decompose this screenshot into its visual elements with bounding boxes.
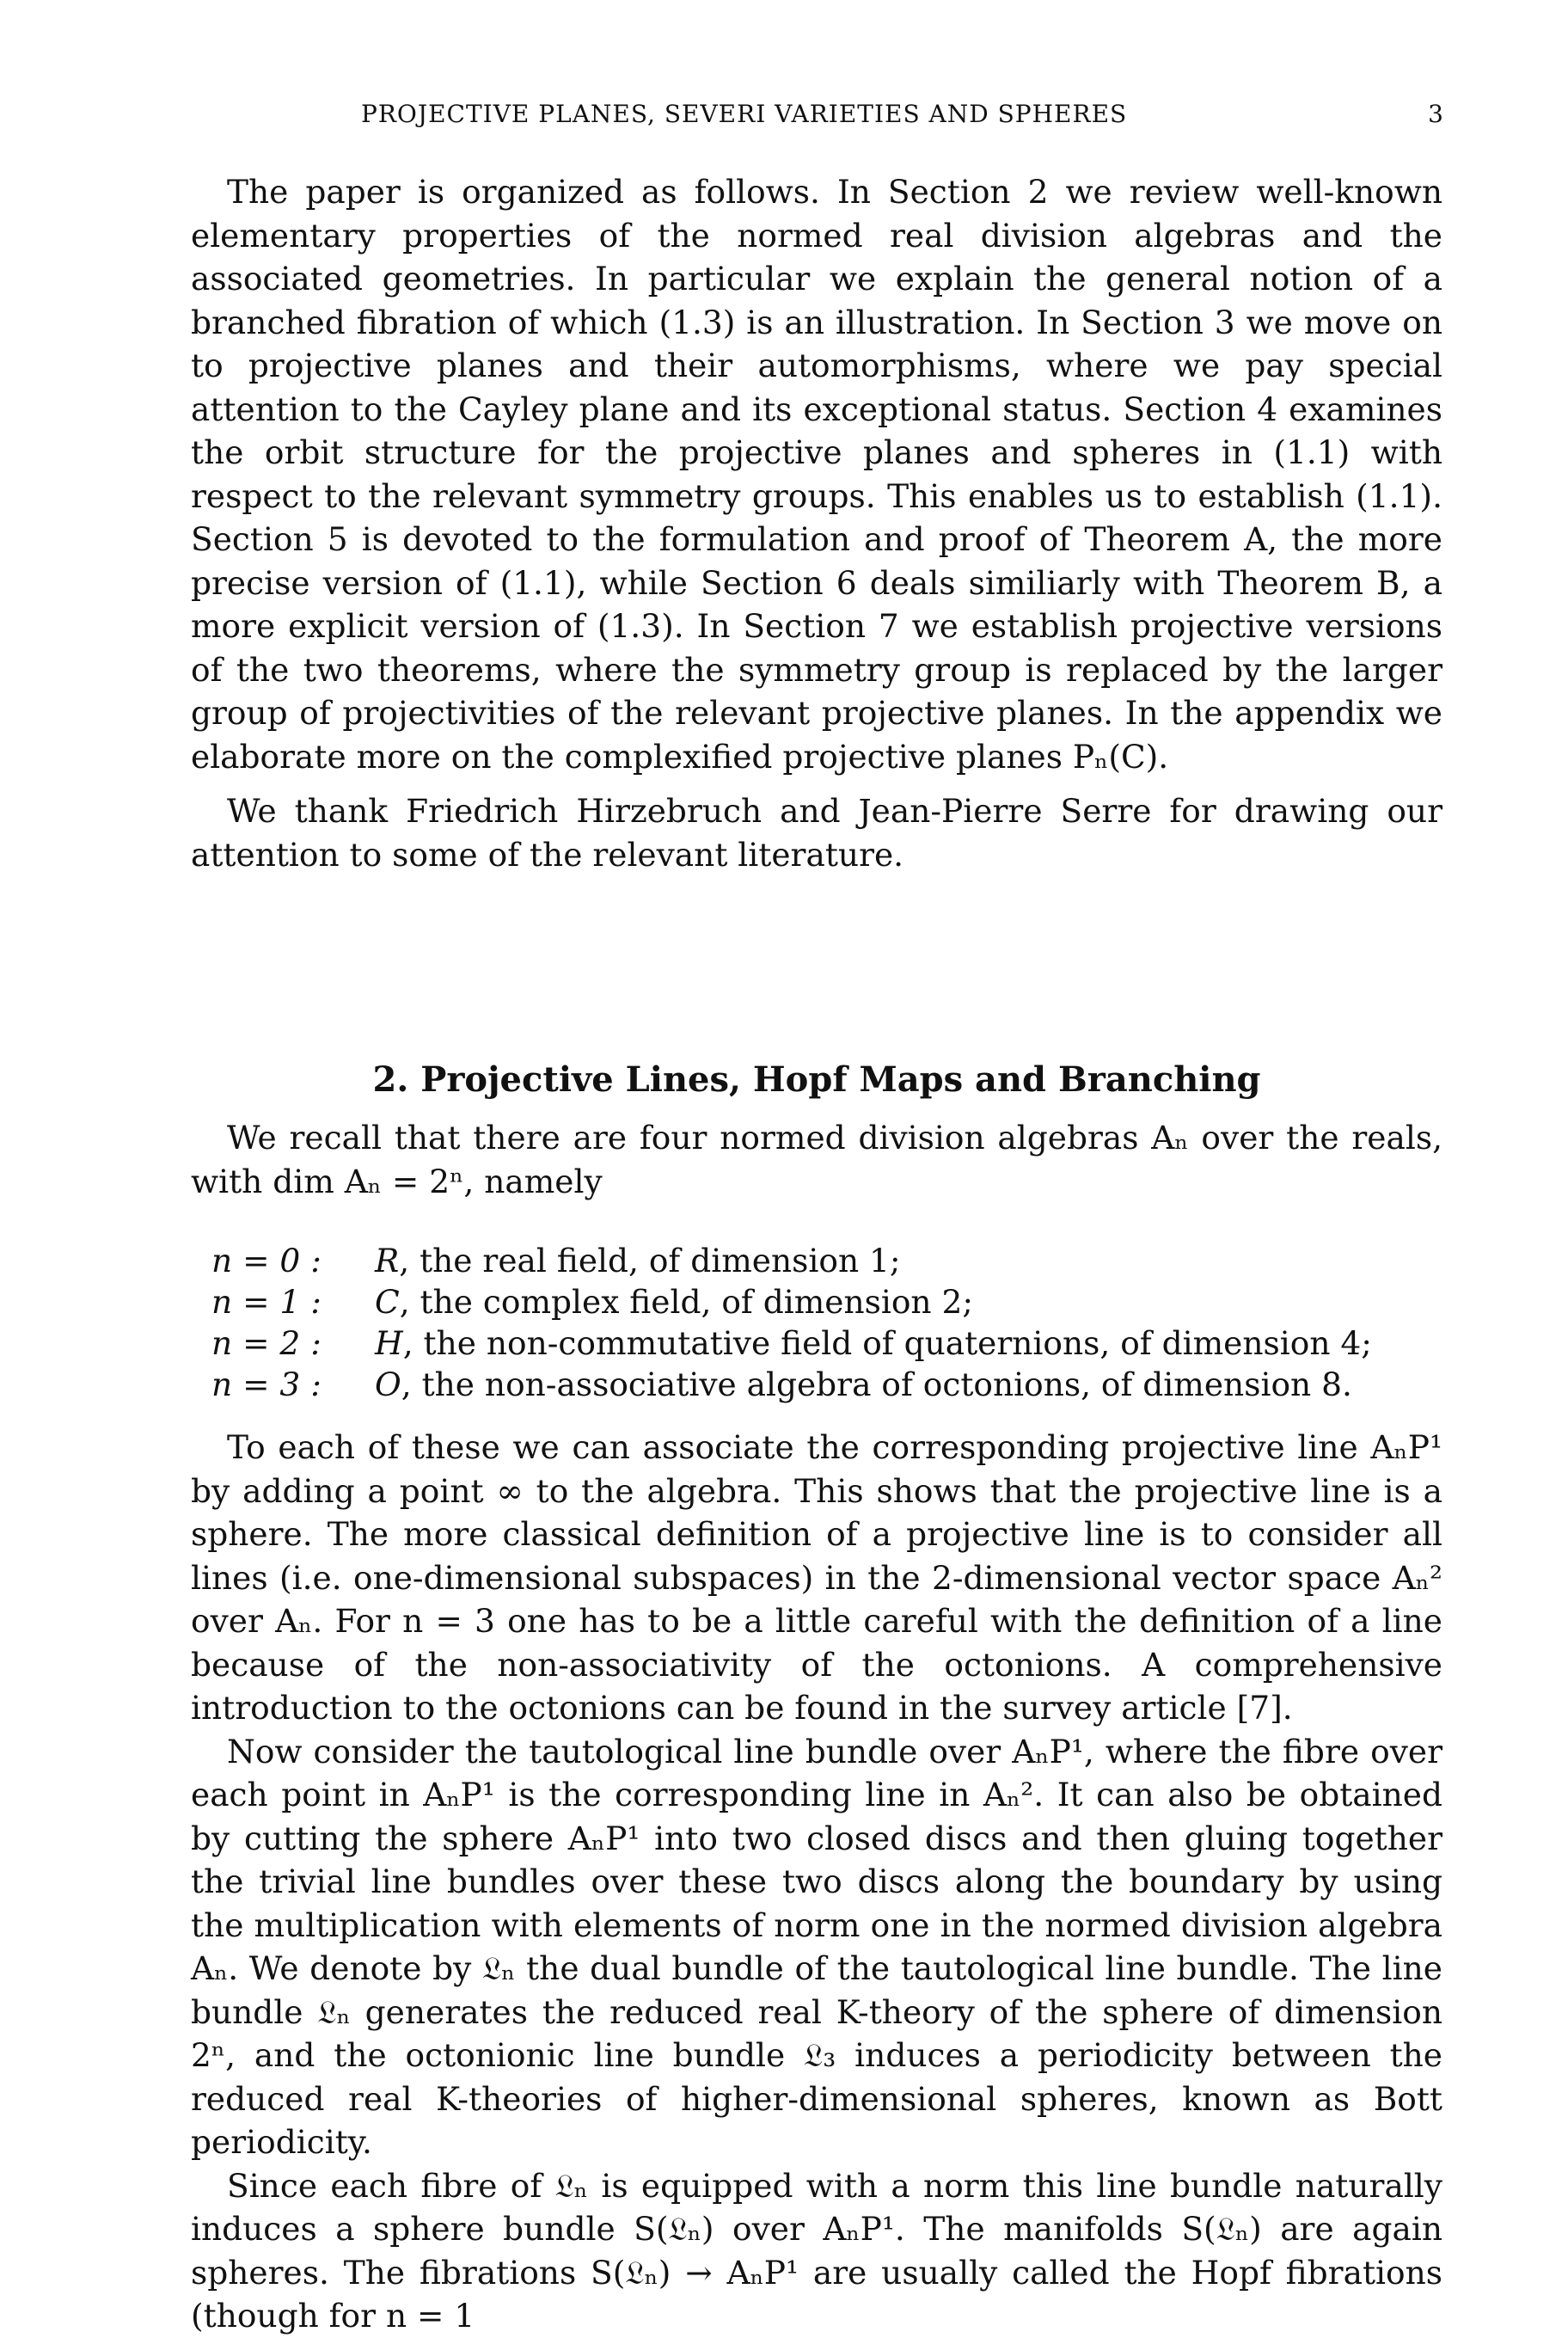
tautological-bundle-paragraph: Now consider the tautological line bundle over AₙP¹, where the fibre over each point in AₙP¹ is the corresponding line in Aₙ². It can also be obtained by cutting the sphere AₙP¹ into two closed discs and then gluing together the trivial line bundles over these two discs along the boundary by using the multiplication with elements of norm one in the normed division algebra Aₙ. We denote by 𝔏ₙ the dual bundle of the tautological line bundle. The line bundle 𝔏ₙ generates the reduced real K-theory of the sphere of dimension 2ⁿ, and the octonionic line bundle 𝔏₃ induces a periodicity between the reduced real K-theories of higher-dimensional spheres, known as Bott periodicity. <box>191 1732 1442 2161</box>
algebra-list <box>211 1240 1372 1405</box>
paper-organization-paragraph: The paper is organized as follows. In Section 2 we review well-known elementary properties of the normed real division algebras and the associated geometries. In particular we explain the general notion of a branched fibration of which (1.3) is an illustration. In Section 3 we move on to projective planes and their automorphisms, where we pay special attention to the Cayley plane and its exceptional status. Section 4 examines the orbit structure for the projective planes and spheres in (1.1) with respect to the relevant symmetry groups. This enables us to establish (1.1). Section 5 is devoted to the formulation and proof of Theorem A, the more precise version of (1.1), while Section 6 deals similiarly with Theorem B, a more explicit version of (1.3). In Section 7 we establish projective versions of the two theorems, where the symmetry group is replaced by the larger group of projectivities of the relevant projective planes. In the appendix we elaborate more on the complexified projective planes Pₙ(C). <box>191 173 1442 776</box>
algebra-symbol: O <box>375 1365 401 1403</box>
algebra-symbol: H <box>375 1324 403 1362</box>
algebra-symbol: C <box>375 1283 400 1321</box>
algebra-description: , the non-commutative field of quaternions, of dimension 4; <box>402 1324 1372 1362</box>
list-item <box>211 1281 1372 1322</box>
section-number: 2. <box>372 1059 409 1100</box>
page-number: 3 <box>1428 100 1444 128</box>
list-index: n = 1 : <box>211 1283 322 1321</box>
division-algebras-intro: We recall that there are four normed division algebras Aₙ over the reals, with dim Aₙ = 2ⁿ, namely <box>191 1119 1442 1200</box>
intro-section <box>191 170 1442 778</box>
list-index: n = 2 : <box>211 1324 322 1362</box>
section-intro <box>191 1116 1442 1203</box>
section-title: Projective Lines, Hopf Maps and Branching <box>420 1059 1261 1100</box>
projective-line-paragraph: To each of these we can associate the corresponding projective line AₙP¹ by adding a point ∞ to the algebra. This shows that the projective line is a sphere. The more classical definition of a projective line is to consider all lines (i.e. one-dimensional subspaces) in the 2-dimensional vector space Aₙ² over Aₙ. For n = 3 one has to be a little careful with the definition of a line because of the non-associativity of the octonions. A comprehensive introduction to the octonions can be found in the survey article [7]. <box>191 1428 1442 1727</box>
body-section <box>191 1426 1442 2338</box>
acknowledgment-section <box>191 789 1442 876</box>
algebra-description: , the non-associative algebra of octonions, of dimension 8. <box>401 1365 1352 1403</box>
acknowledgment-paragraph: We thank Friedrich Hirzebruch and Jean-Pierre Serre for drawing our attention to some of the relevant literature. <box>191 792 1442 874</box>
algebra-description: , the real field, of dimension 1; <box>399 1242 901 1279</box>
running-title: PROJECTIVE PLANES, SEVERI VARIETIES AND SPHERES <box>361 100 1128 128</box>
list-item <box>211 1322 1372 1364</box>
list-item <box>211 1240 1372 1281</box>
list-index: n = 0 : <box>211 1242 322 1279</box>
list-item <box>211 1364 1372 1405</box>
algebra-symbol: R <box>375 1242 400 1279</box>
list-index: n = 3 : <box>211 1365 322 1403</box>
algebra-description: , the complex field, of dimension 2; <box>399 1283 973 1321</box>
section-heading <box>191 1059 1442 1100</box>
hopf-fibration-paragraph: Since each fibre of 𝔏ₙ is equipped with a norm this line bundle naturally induces a sphere bundle S(𝔏ₙ) over AₙP¹. The manifolds S(𝔏ₙ) are again spheres. The fibrations S(𝔏ₙ) → AₙP¹ are usually called the Hopf fibrations (though for n = 1 <box>191 2166 1442 2335</box>
